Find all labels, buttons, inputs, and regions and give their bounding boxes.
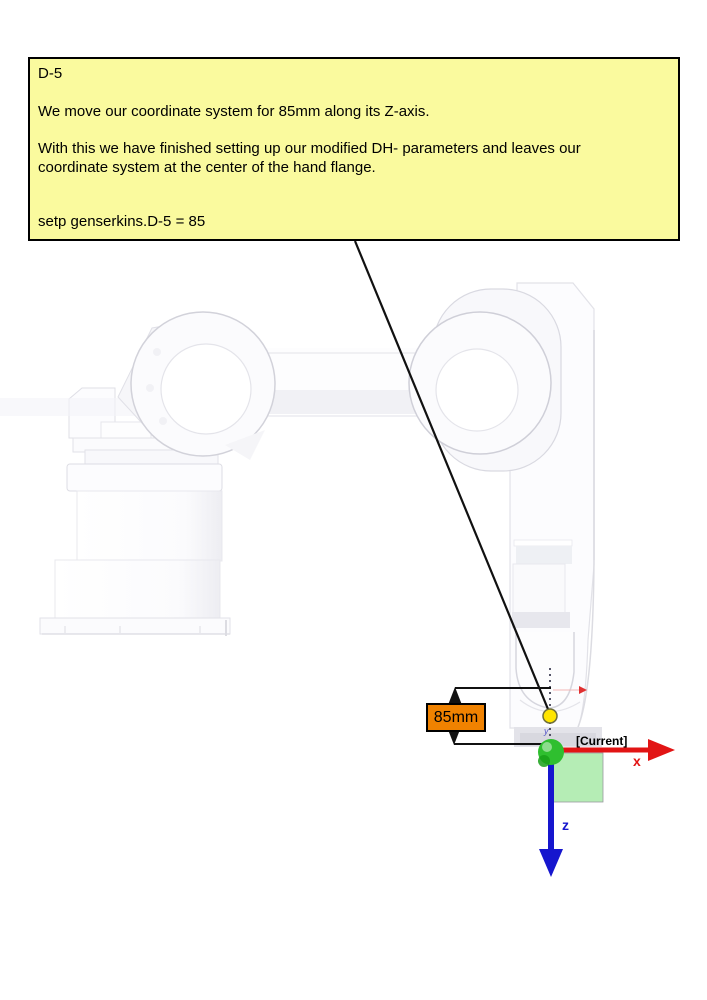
z-axis-arrowhead <box>539 849 563 877</box>
x-axis-arrowhead <box>648 739 675 761</box>
dimension-label-box <box>426 703 486 732</box>
current-frame-label: [Current] <box>576 734 628 748</box>
flange-y-mark: y <box>544 726 549 736</box>
robot-wrist-joint <box>409 289 561 471</box>
dimension-label-text: 85mm <box>433 708 479 726</box>
note-box <box>28 57 680 241</box>
origin-sphere-shade <box>538 755 550 767</box>
x-axis-label: x <box>633 753 641 769</box>
note-command: setp genserkins.D-5 = 85 <box>38 213 206 230</box>
note-paragraph-2: With this we have finished setting up our modified DH- parameters and leaves our coordinate system at the center of the hand flange. <box>38 140 581 176</box>
z-axis-label: z <box>562 817 569 833</box>
origin-sphere-highlight <box>542 742 552 752</box>
note-title: D-5 <box>38 65 63 82</box>
note-paragraph-1: We move our coordinate system for 85mm along its Z-axis. <box>38 103 430 120</box>
flange-center-dot <box>543 709 557 723</box>
